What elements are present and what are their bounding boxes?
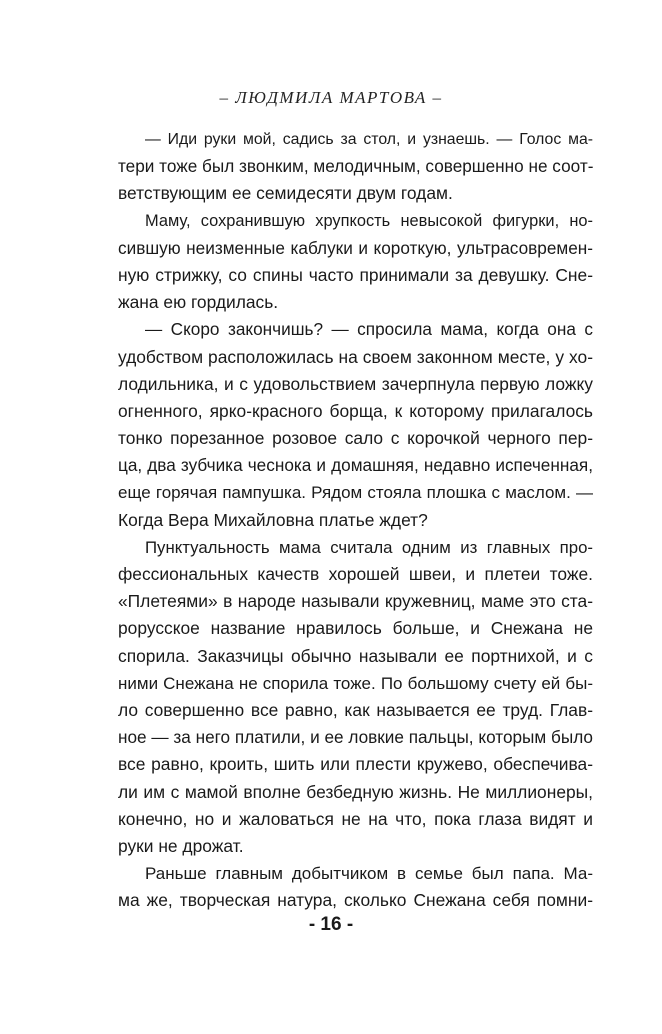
text-line: Пунктуальность мама считала одним из главных про- bbox=[145, 537, 593, 557]
text-line: Маму, сохранившую хрупкость невысокой фигурки, но- bbox=[145, 211, 593, 230]
text-line: Раньше главным добытчиком в семье был папа. Ма- bbox=[145, 864, 593, 884]
text-line: «Плетеями» в народе называли кружевниц, маме это ста- bbox=[118, 591, 593, 612]
text-line: ное — за него платили, и ее ловкие пальцы, которым было bbox=[118, 727, 593, 748]
text-line: ную стрижку, со спины часто принимали за девушку. Сне- bbox=[118, 264, 593, 285]
text-line: все равно, кроить, шить или плести кружево, обеспечива- bbox=[118, 754, 593, 775]
text-line: руки не дрожат. bbox=[118, 835, 244, 856]
text-line: спорила. Заказчицы обычно называли ее портнихой, и с bbox=[118, 645, 593, 666]
text-line: ло совершенно все равно, как называется ее труд. Глав- bbox=[118, 699, 593, 720]
running-head: – ЛЮДМИЛА МАРТОВА – bbox=[219, 88, 443, 107]
text-line: ними Снежана не спорила тоже. По большому счету ей бы- bbox=[118, 673, 593, 693]
text-line: сившую неизменные каблуки и короткую, ультрасовремен- bbox=[118, 237, 593, 258]
text-line: ца, два зубчика чеснока и домашняя, недавно испеченная, bbox=[118, 455, 593, 476]
text-line: фессиональных качеств хорошей швеи, и плетеи тоже. bbox=[118, 564, 593, 584]
text-line: — Иди руки мой, садись за стол, и узнаешь. — Голос ма- bbox=[145, 131, 593, 148]
text-line: конечно, но и жаловаться не на что, пока глаза видят и bbox=[118, 808, 593, 829]
text-line: тери тоже был звонким, мелодичным, совершенно не соот- bbox=[118, 156, 594, 177]
text-line: лодильника, и с удовольствием зачерпнула первую ложку bbox=[118, 373, 593, 394]
text-line: Когда Вера Михайловна платье ждет? bbox=[118, 509, 428, 530]
text-line: еще горячая пампушка. Рядом стояла плошка с маслом. — bbox=[118, 483, 593, 503]
text-line: жана ею гордилась. bbox=[118, 292, 279, 313]
text-line: удобством расположилась на своем законном месте, у хо- bbox=[118, 346, 593, 367]
text-line: огненного, ярко-красного борща, к которому прилагалось bbox=[118, 400, 593, 421]
text-line: рорусское название нравилось больше, и Снежана не bbox=[118, 618, 593, 639]
text-line: ли им с мамой вполне безбедную жизнь. Не миллионеры, bbox=[118, 781, 593, 802]
text-line: — Скоро закончишь? — спросила мама, когда она с bbox=[145, 319, 593, 340]
text-line: ма же, творческая натура, сколько Снежана себя помни- bbox=[118, 890, 593, 911]
page-number: - 16 - bbox=[308, 914, 354, 935]
text-line: тонко порезанное розовое сало с корочкой черного пер- bbox=[118, 428, 593, 449]
text-line: ветствующим ее семидесяти двум годам. bbox=[118, 183, 453, 204]
body-text bbox=[118, 126, 593, 914]
